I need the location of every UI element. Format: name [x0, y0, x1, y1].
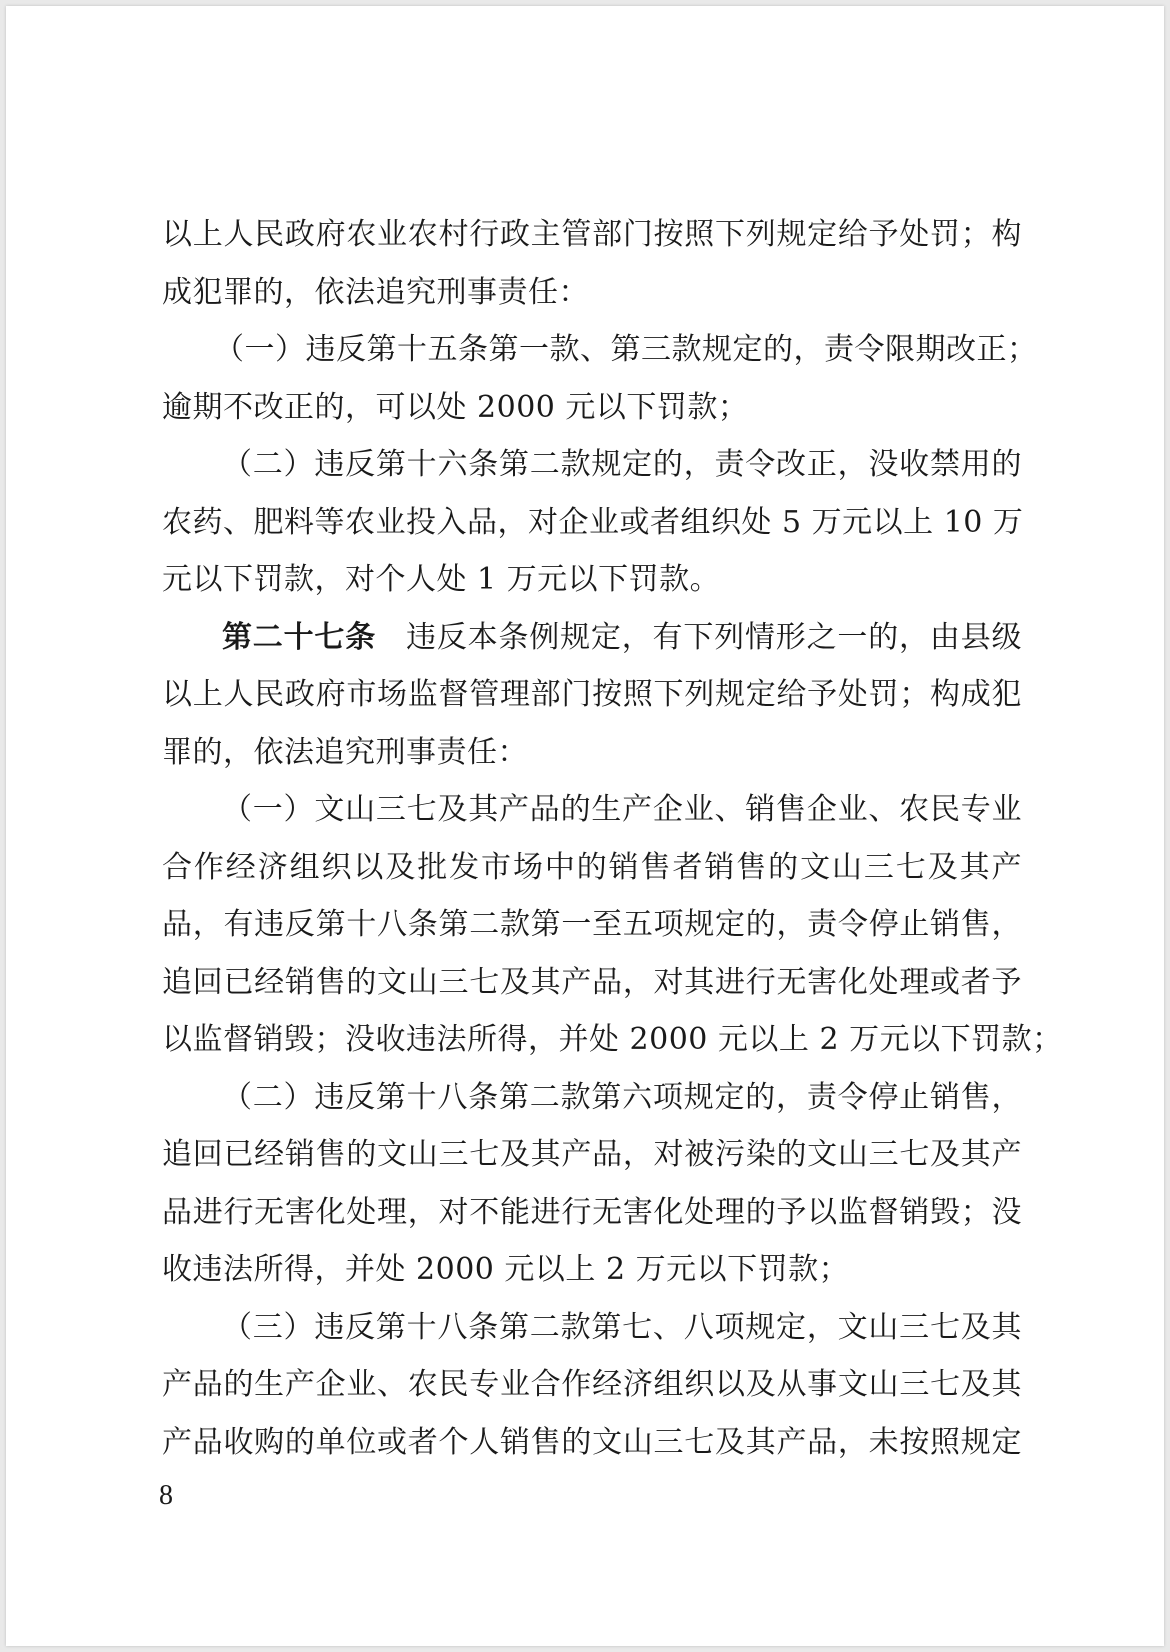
document-body [162, 206, 1063, 1471]
text-line: （一）文山三七及其产品的生产企业、销售企业、农民专业 [222, 792, 1022, 827]
text-line: 以监督销毁；没收违法所得，并处 2000 元以上 2 万元以下罚款； [162, 1022, 1063, 1057]
text-line: （二）违反第十六条第二款规定的，责令改正，没收禁用的 [222, 447, 1022, 482]
text-line: 追回已经销售的文山三七及其产品，对被污染的文山三七及其产 [162, 1137, 1022, 1172]
text-line: 以上人民政府市场监督管理部门按照下列规定给予处罚；构成犯 [162, 677, 1022, 712]
article-line [162, 609, 1022, 667]
text-line: （一）违反第十五条第一款、第三款规定的，责令限期改正； [214, 332, 1038, 367]
article-text: 违反本条例规定，有下列情形之一的，由县级 [406, 619, 1022, 655]
text-line: 收违法所得，并处 2000 元以上 2 万元以下罚款； [162, 1252, 850, 1287]
text-line: 元以下罚款，对个人处 1 万元以下罚款。 [162, 562, 721, 597]
article-heading: 第二十七条 [222, 619, 377, 655]
text-line: 品进行无害化处理，对不能进行无害化处理的予以监督销毁；没 [162, 1194, 1022, 1230]
text-line: （三）违反第十八条第二款第七、八项规定，文山三七及其 [222, 1309, 1022, 1345]
page-number: 8 [159, 1480, 173, 1511]
text-line: （二）违反第十八条第二款第六项规定的，责令停止销售， [222, 1079, 1022, 1115]
text-line: 罪的，依法追究刑事责任： [162, 734, 528, 770]
text-line: 农药、肥料等农业投入品，对企业或者组织处 5 万元以上 10 万 [162, 504, 1024, 540]
text-line: 产品收购的单位或者个人销售的文山三七及其产品，未按照规定 [162, 1424, 1022, 1460]
text-line: 以上人民政府农业农村行政主管部门按照下列规定给予处罚；构 [162, 217, 1022, 252]
text-line: 追回已经销售的文山三七及其产品，对其进行无害化处理或者予 [162, 964, 1022, 1000]
document-page [6, 6, 1164, 1646]
text-line: 合作经济组织以及批发市场中的销售者销售的文山三七及其产 [162, 849, 1022, 885]
text-line: 产品的生产企业、农民专业合作经济组织以及从事文山三七及其 [162, 1367, 1022, 1402]
text-line: 成犯罪的，依法追究刑事责任： [162, 274, 589, 310]
text-line: 品，有违反第十八条第二款第一至五项规定的，责令停止销售， [162, 907, 1022, 942]
text-line: 逾期不改正的，可以处 2000 元以下罚款； [162, 389, 749, 425]
